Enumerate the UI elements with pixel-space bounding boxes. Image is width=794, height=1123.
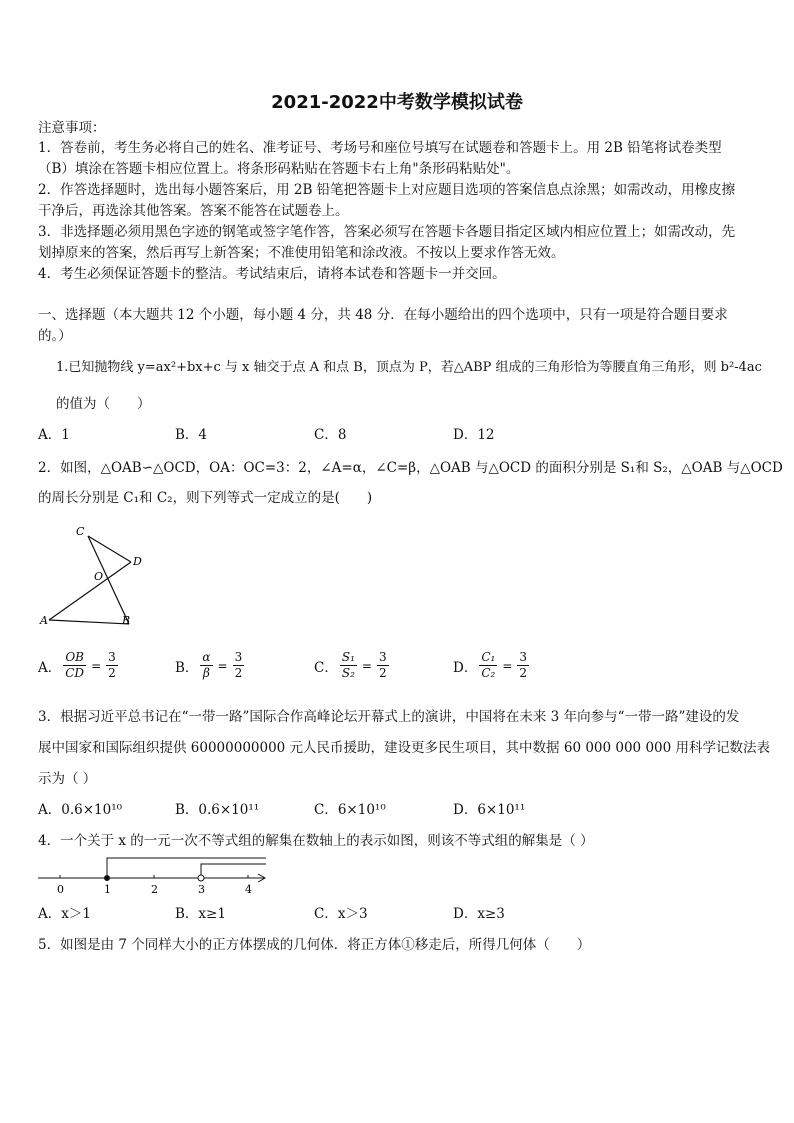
- solution-bracket: [107, 858, 266, 875]
- axis-tick-label: 1: [104, 883, 111, 896]
- open-point: [198, 875, 204, 881]
- q3-stem-cont: 示为（ ）: [38, 771, 97, 787]
- notice-line: 2．作答选择题时，选出每小题答案后，用 2B 铅笔把答题卡上对应题目选项的答案信息点涂黑；如需改动，用橡皮擦: [38, 182, 736, 198]
- q3-option-a: A．0.6×10¹⁰: [38, 802, 123, 818]
- q2-triangle-figure: [36, 520, 156, 632]
- solution-bracket: [201, 864, 266, 875]
- q3-option-b: B．0.6×10¹¹: [175, 802, 260, 818]
- q1-stem-cont: 的值为（ ）: [56, 396, 151, 412]
- q2-option-d: D． $\frac{\text{C₁}}{\text{C₂}}$ = $\frac{3}{2}$: [453, 650, 528, 680]
- q3-stem-cont: 展中国家和国际组织提供 60000000000 元人民币援助，建设更多民生项目，其中数据 60 000 000 000 用科学记数法表: [38, 740, 770, 756]
- q1-option-c: C．8: [314, 427, 347, 443]
- q1-option-a: A．1: [38, 427, 70, 443]
- q3-option-c: C．6×10¹⁰: [314, 802, 386, 818]
- axis-tick-label: 4: [245, 883, 252, 896]
- q3-stem: 3．根据习近平总书记在“一带一路”国际合作高峰论坛开幕式上的演讲，中国将在未来 3 年向参与“一带一路”建设的发: [38, 709, 740, 725]
- axis-tick-label: 3: [198, 883, 205, 896]
- notice-line: 3．非选择题必须用黑色字迹的钢笔或签字笔作答，答案必须写在答题卡各题目指定区域内相应位置上；如需改动，先: [38, 224, 736, 240]
- q2-stem-cont: 的周长分别是 C₁和 C₂，则下列等式一定成立的是( ): [38, 490, 373, 506]
- notice-heading: 注意事项：: [38, 120, 106, 136]
- q2-option-a: A． $\frac{OB}{CD}$ = $\frac{3}{2}$: [38, 650, 116, 680]
- q5-stem: 5．如图是由 7 个同样大小的正方体摆成的几何体．将正方体①移走后，所得几何体（ ）: [38, 937, 591, 953]
- section-heading: 一、选择题（本大题共 12 个小题，每小题 4 分，共 48 分．在每小题给出的四个选项中，只有一项是符合题目要求: [38, 307, 728, 323]
- q1-option-d: D．12: [453, 427, 495, 443]
- solid-point: [104, 875, 110, 881]
- q1-option-b: B．4: [175, 427, 208, 443]
- figure-label-o: O: [94, 570, 104, 583]
- q4-option-c: C．x＞3: [314, 906, 368, 922]
- notice-line: 划掉原来的答案，然后再写上新答案；不准使用铅笔和涂改液。不按以上要求作答无效。: [38, 245, 565, 261]
- q4-option-a: A．x＞1: [38, 906, 91, 922]
- q4-number-line: [34, 852, 274, 898]
- notice-line: 4．考生必须保证答题卡的整洁。考试结束后，请将本试卷和答题卡一并交回。: [38, 266, 506, 282]
- notice-line: 1．答卷前，考生务必将自己的姓名、准考证号、考场号和座位号填写在试题卷和答题卡上。用 2B 铅笔将试卷类型: [38, 140, 722, 156]
- option-letter: A．: [38, 659, 62, 676]
- q4-option-d: D．x≥3: [453, 906, 505, 922]
- q2-option-b: B． $\frac{\alpha}{\beta}$ = $\frac{3}{2}$: [175, 650, 243, 680]
- option-letter: C．: [314, 659, 338, 676]
- figure-label-b: B: [122, 614, 131, 627]
- exam-title: 2021-2022中考数学模拟试卷: [271, 92, 523, 113]
- figure-label-d: D: [133, 555, 142, 568]
- axis-tick-label: 0: [57, 883, 64, 896]
- q1-stem: 1.已知抛物线 y=ax²+bx+c 与 x 轴交于点 A 和点 B，顶点为 P，若△ABP 组成的三角形恰为等腰直角三角形，则 b²-4ac: [56, 360, 762, 375]
- option-letter: B．: [175, 659, 199, 676]
- section-heading-cont: 的。）: [38, 328, 72, 344]
- q2-stem: 2．如图，△OAB∽△OCD，OA：OC=3：2，∠A=α，∠C=β，△OAB 与△OCD 的面积分别是 S₁和 S₂，△OAB 与△OCD: [38, 460, 783, 476]
- q4-option-b: B．x≥1: [175, 906, 226, 922]
- q3-option-d: D．6×10¹¹: [453, 802, 526, 818]
- figure-label-a: A: [40, 614, 48, 627]
- axis-tick-label: 2: [151, 883, 158, 896]
- notice-line: 干净后，再选涂其他答案。答案不能答在试题卷上。: [38, 203, 349, 219]
- q4-stem: 4．一个关于 x 的一元一次不等式组的解集在数轴上的表示如图，则该不等式组的解集是（ ）: [38, 833, 594, 849]
- figure-label-c: C: [76, 525, 85, 538]
- notice-line: （B）填涂在答题卡相应位置上。将条形码粘贴在答题卡右上角"条形码粘贴处"。: [38, 161, 520, 177]
- q2-option-c: C． $\frac{\text{S₁}}{\text{S₂}}$ = $\frac{3}{2}$: [314, 650, 387, 680]
- option-letter: D．: [453, 659, 478, 676]
